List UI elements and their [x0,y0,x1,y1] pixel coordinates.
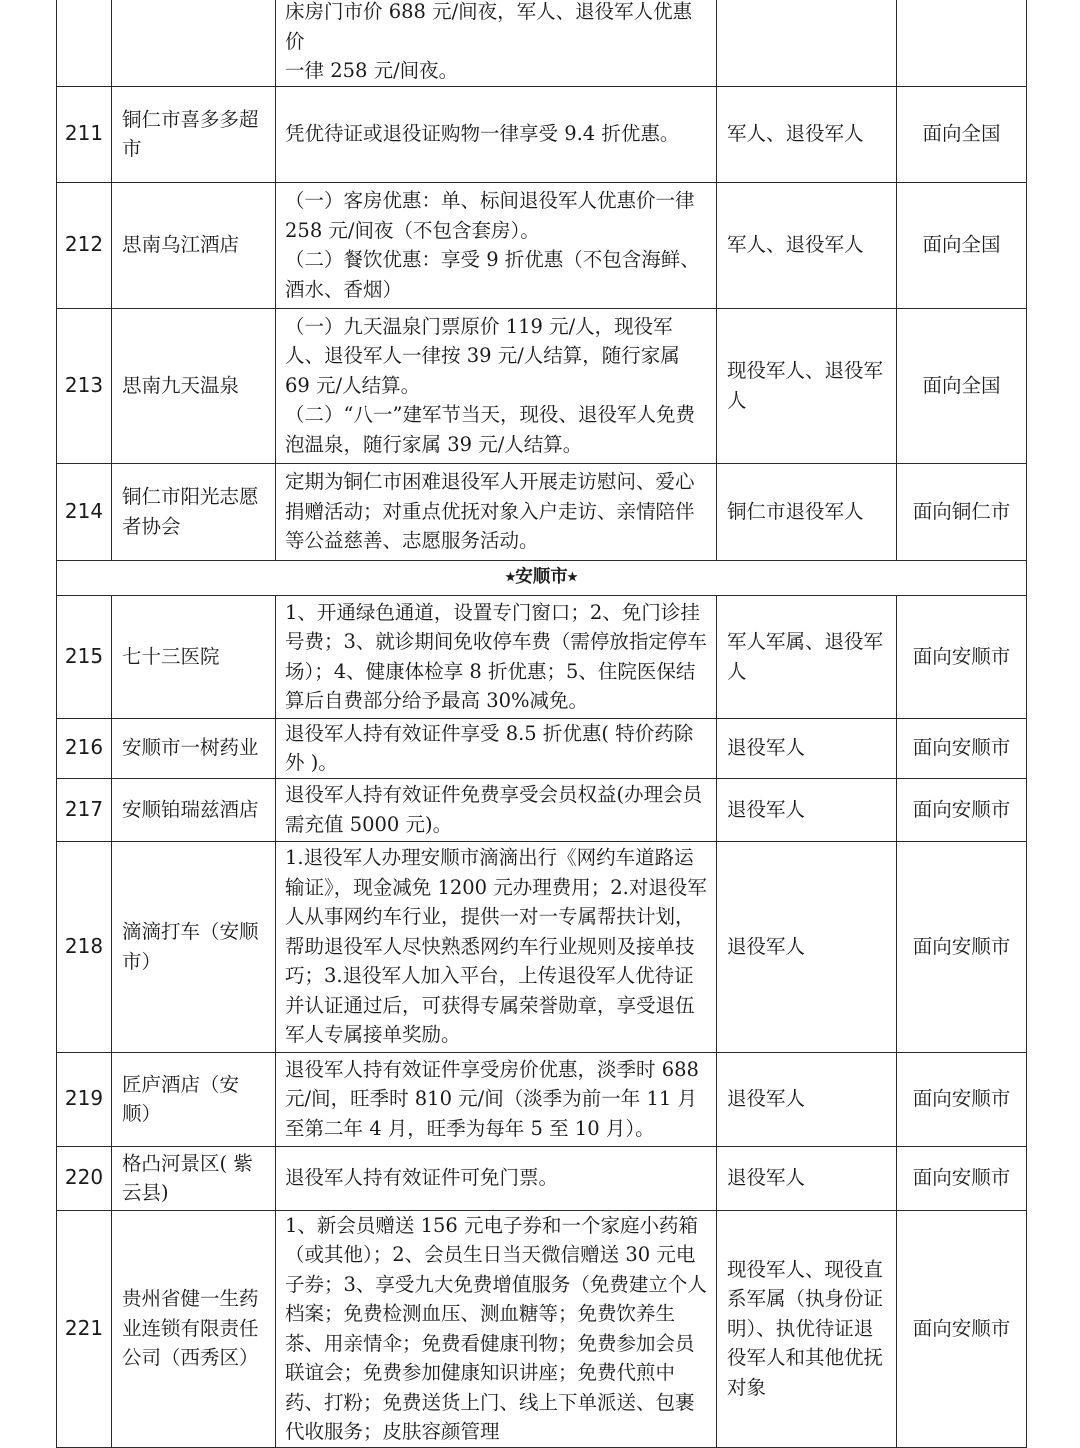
organization-name: 贵州省健一生药业连锁有限责任公司（西秀区） [112,1210,276,1447]
row-number: 211 [57,86,112,182]
organization-name: 安顺市一树药业 [112,718,276,778]
target-group: 退役军人 [717,778,897,841]
benefit-description: 1、开通绿色通道，设置专门窗口；2、免门诊挂号费；3、就诊期间免收停车费（需停放指定停车场）；4、健康体检享 8 折优惠；5、住院医保结算后自费部分给予最高 30%减免。 [285,600,707,712]
organization-name: 铜仁市喜多多超市 [112,86,276,182]
benefit-description: 退役军人持有效证件可免门票。 [285,1166,559,1190]
benefit-description: （二）餐饮优惠：享受 9 折优惠（不包含海鲜、酒水、香烟） [285,248,700,301]
target-group: 退役军人 [717,1146,897,1210]
section-header-row [57,560,1027,595]
row-number: 219 [57,1052,112,1146]
row-number: 212 [57,182,112,308]
benefit-description: （二）“八一”建军节当天，现役、退役军人免费泡温泉，随行家属 39 元/人结算。 [285,403,695,456]
row-number: 221 [57,1210,112,1447]
benefit-description: 退役军人持有效证件享受房价优惠，淡季时 688 元/间，旺季时 810 元/间（淡季为前一年 11 月至第二年 4 月，旺季为每年 5 至 10 月）。 [285,1057,699,1140]
table-row [57,841,1027,1052]
table-row-continuation [57,0,1027,86]
table-row [57,1052,1027,1146]
row-number: 220 [57,1146,112,1210]
service-scope: 面向安顺市 [897,1052,1027,1146]
service-scope: 面向铜仁市 [897,463,1027,560]
row-number: 216 [57,718,112,778]
table-row [57,463,1027,560]
benefits-table [56,0,1027,1448]
organization-name: 思南乌江酒店 [112,182,276,308]
table-row [57,1210,1027,1447]
row-number: 217 [57,778,112,841]
service-scope: 面向全国 [897,182,1027,308]
benefit-description: 定期为铜仁市困难退役军人开展走访慰问、爱心捐赠活动；对重点优抚对象入户走访、亲情陪伴等公益慈善、志愿服务活动。 [285,470,695,553]
service-scope: 面向安顺市 [897,778,1027,841]
target-group: 军人、退役军人 [717,182,897,308]
organization-name: 格凸河景区( 紫云县) [112,1146,276,1210]
row-number: 213 [57,308,112,463]
service-scope: 面向安顺市 [897,1146,1027,1210]
organization-name: 滴滴打车（安顺市） [112,841,276,1052]
organization-name: 思南九天温泉 [112,308,276,463]
service-scope: 面向全国 [897,308,1027,463]
target-group: 军人军属、退役军人 [717,595,897,718]
continuation-line: 一律 258 元/间夜。 [285,59,459,82]
organization-name: 铜仁市阳光志愿者协会 [112,463,276,560]
benefit-description: 退役军人持有效证件享受 8.5 折优惠( 特价药除外 )。 [285,721,694,774]
continuation-line: 床房门市价 688 元/间夜，军人、退役军人优惠价 [285,0,693,53]
target-group: 退役军人 [717,718,897,778]
table-row [57,595,1027,718]
table-row [57,1146,1027,1210]
row-number: 215 [57,595,112,718]
service-scope: 面向安顺市 [897,841,1027,1052]
target-group: 现役军人、现役直系军属（执身份证明）、执优待证退役军人和其他优抚对象 [717,1210,897,1447]
table-row [57,778,1027,841]
organization-name: 安顺铂瑞兹酒店 [112,778,276,841]
benefit-description: 1.退役军人办理安顺市滴滴出行《网约车道路运输证》，现金减免 1200 元办理费用；2.对退役军人从事网约车行业，提供一对一专属帮扶计划，帮助退役军人尽快熟悉网约车行业规则及接单技巧；3.退役军人加入平台，上传退役军人优待证并认证通过后，可获得专属荣誉勋章，享受退伍军人专属接单奖励。 [285,846,707,1047]
benefit-description: （一）九天温泉门票原价 119 元/人，现役军人、退役军人一律按 39 元/人结算，随行家属 69 元/人结算。 [285,314,680,397]
row-number: 218 [57,841,112,1052]
organization-name: 七十三医院 [112,595,276,718]
target-group: 退役军人 [717,841,897,1052]
target-group: 铜仁市退役军人 [717,463,897,560]
table-row [57,718,1027,778]
table-row [57,308,1027,463]
benefit-description: 凭优待证或退役证购物一律享受 9.4 折优惠。 [285,122,680,146]
benefit-description: 退役军人持有效证件免费享受会员权益(办理会员需充值 5000 元)。 [285,783,703,836]
section-title: ⭑安顺市⭑ [57,560,1027,595]
target-group: 军人、退役军人 [717,86,897,182]
row-number: 214 [57,463,112,560]
benefit-description: （一）客房优惠：单、标间退役军人优惠价一律 258 元/间夜（不包含套房）。 [285,189,695,242]
service-scope: 面向全国 [897,86,1027,182]
organization-name: 匠庐酒店（安顺） [112,1052,276,1146]
table-row [57,86,1027,182]
target-group: 现役军人、退役军人 [717,308,897,463]
service-scope: 面向安顺市 [897,1210,1027,1447]
target-group: 退役军人 [717,1052,897,1146]
table-row [57,182,1027,308]
service-scope: 面向安顺市 [897,718,1027,778]
service-scope: 面向安顺市 [897,595,1027,718]
benefit-description: 1、新会员赠送 156 元电子券和一个家庭小药箱（或其他）；2、会员生日当天微信赠送 30 元电子券；3、享受九大免费增值服务（免费建立个人档案；免费检测血压、测血糖等；免费饮养生茶、用亲情伞；免费看健康刊物；免费参加会员联谊会；免费参加健康知识讲座；免费代煎中药、打粉；免费送货上门、线上下单派送、包裹代收服务；皮肤容颜管理 [285,1213,707,1443]
